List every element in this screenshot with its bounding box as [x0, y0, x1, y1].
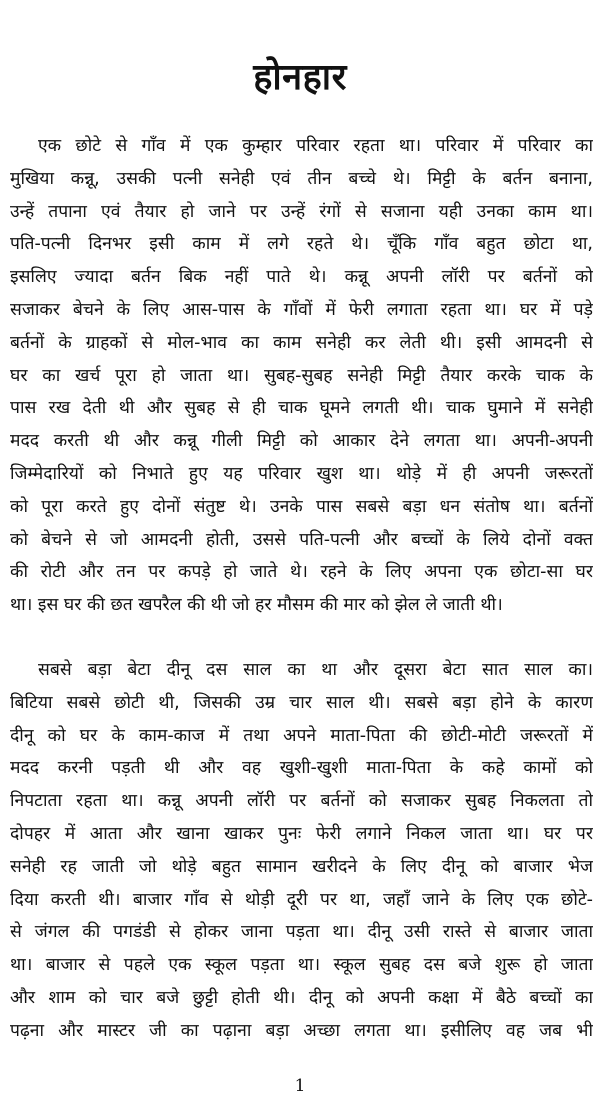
text-line: बर्तनों के ग्राहकों से मोल-भाव का काम सनेही कर लेती थी। इसी आमदनी से [10, 332, 593, 353]
text-line: पति-पत्नी दिनभर इसी काम में लगे रहते थे। चूँकि गाँव बहुत छोटा था, [10, 234, 593, 255]
text-line: और शाम को चार बजे छुट्टी होती थी। दीनू को अपनी कक्षा में बैठे बच्चों का [10, 987, 593, 1008]
paragraph-2 [10, 654, 593, 1048]
text-line: सजाकर बेचने के लिए आस-पास के गाँवों में फेरी लगाता रहता था। घर में पड़े [10, 299, 593, 320]
text-line: पढ़ना और मास्टर जी का पढ़ाना बड़ा अच्छा लगता था। इसीलिए वह जब भी [10, 1020, 593, 1041]
text-line: सनेही रह जाती जो थोड़े बहुत सामान खरीदने के लिए दीनू को बाजार भेज [10, 856, 593, 877]
text-line: से जंगल की पगडंडी से होकर जाना पड़ता था। दीनू उसी रास्ते से बाजार जाता [10, 922, 593, 943]
text-line: मदद करती थी और कन्नू गीली मिट्टी को आकार देने लगता था। अपनी-अपनी [10, 431, 593, 452]
text-line: पास रख देती थी और सुबह से ही चाक घूमने लगती थी। चाक घुमाने में सनेही [10, 398, 593, 419]
text-line: घर का खर्च पूरा हो जाता था। सुबह-सुबह सनेही मिट्टी तैयार करके चाक के [10, 365, 593, 386]
text-line: को पूरा करते हुए दोनों संतुष्ट थे। उनके पास सबसे बड़ा धन संतोष था। बर्तनों [10, 496, 593, 517]
text-line: इसलिए ज्यादा बर्तन बिक नहीं पाते थे। कन्नू अपनी लॉरी पर बर्तनों को [10, 267, 593, 288]
text-line: जिम्मेदारियों को निभाते हुए यह परिवार खुश था। थोड़े में ही अपनी जरूरतों [10, 463, 593, 484]
text-line: दोपहर में आता और खाना खाकर पुनः फेरी लगाने निकल जाता था। घर पर [10, 823, 593, 844]
text-line: सबसे बड़ा बेटा दीनू दस साल का था और दूसरा बेटा सात साल का। [38, 660, 593, 680]
paragraph-1 [10, 130, 593, 622]
text-line: की रोटी और तन पर कपड़े हो जाते थे। रहने के लिए अपना एक छोटा-सा घर [10, 562, 593, 583]
text-line: दिया करती थी। बाजार गाँव से थोड़ी दूरी पर था, जहाँ जाने के लिए एक छोटे- [10, 889, 593, 910]
page-number: 1 [294, 1076, 306, 1096]
text-line: था। इस घर की छत खपरैल की थी जो हर मौसम की मार को झेल ले जाती थी। [10, 595, 503, 616]
text-line: था। बाजार से पहले एक स्कूल पड़ता था। स्कूल सुबह दस बजे शुरू हो जाता [10, 955, 593, 976]
text-line: मुखिया कन्नू, उसकी पत्नी सनेही एवं तीन बच्चे थे। मिट्टी के बर्तन बनाना, [10, 168, 593, 189]
chapter-title: होनहार [253, 57, 347, 99]
text-line: को बेचने से जो आमदनी होती, उससे पति-पत्नी और बच्चों के लिये दोनों वक्त [10, 529, 593, 550]
text-line: एक छोटे से गाँव में एक कुम्हार परिवार रहता था। परिवार में परिवार का [38, 136, 593, 156]
text-line: उन्हें तपाना एवं तैयार हो जाने पर उन्हें रंगों से सजाना यही उनका काम था। [10, 201, 593, 222]
text-line: बिटिया सबसे छोटी थी, जिसकी उम्र चार साल थी। सबसे बड़ा होने के कारण [10, 692, 593, 713]
text-line: निपटाता रहता था। कन्नू अपनी लॉरी पर बर्तनों को सजाकर सुबह निकलता तो [10, 791, 593, 812]
text-line: मदद करनी पड़ती थी और वह खुशी-खुशी माता-पिता के कहे कामों को [10, 758, 593, 779]
text-line: दीनू को घर के काम-काज में तथा अपने माता-पिता की छोटी-मोटी जरूरतों में [10, 725, 593, 746]
